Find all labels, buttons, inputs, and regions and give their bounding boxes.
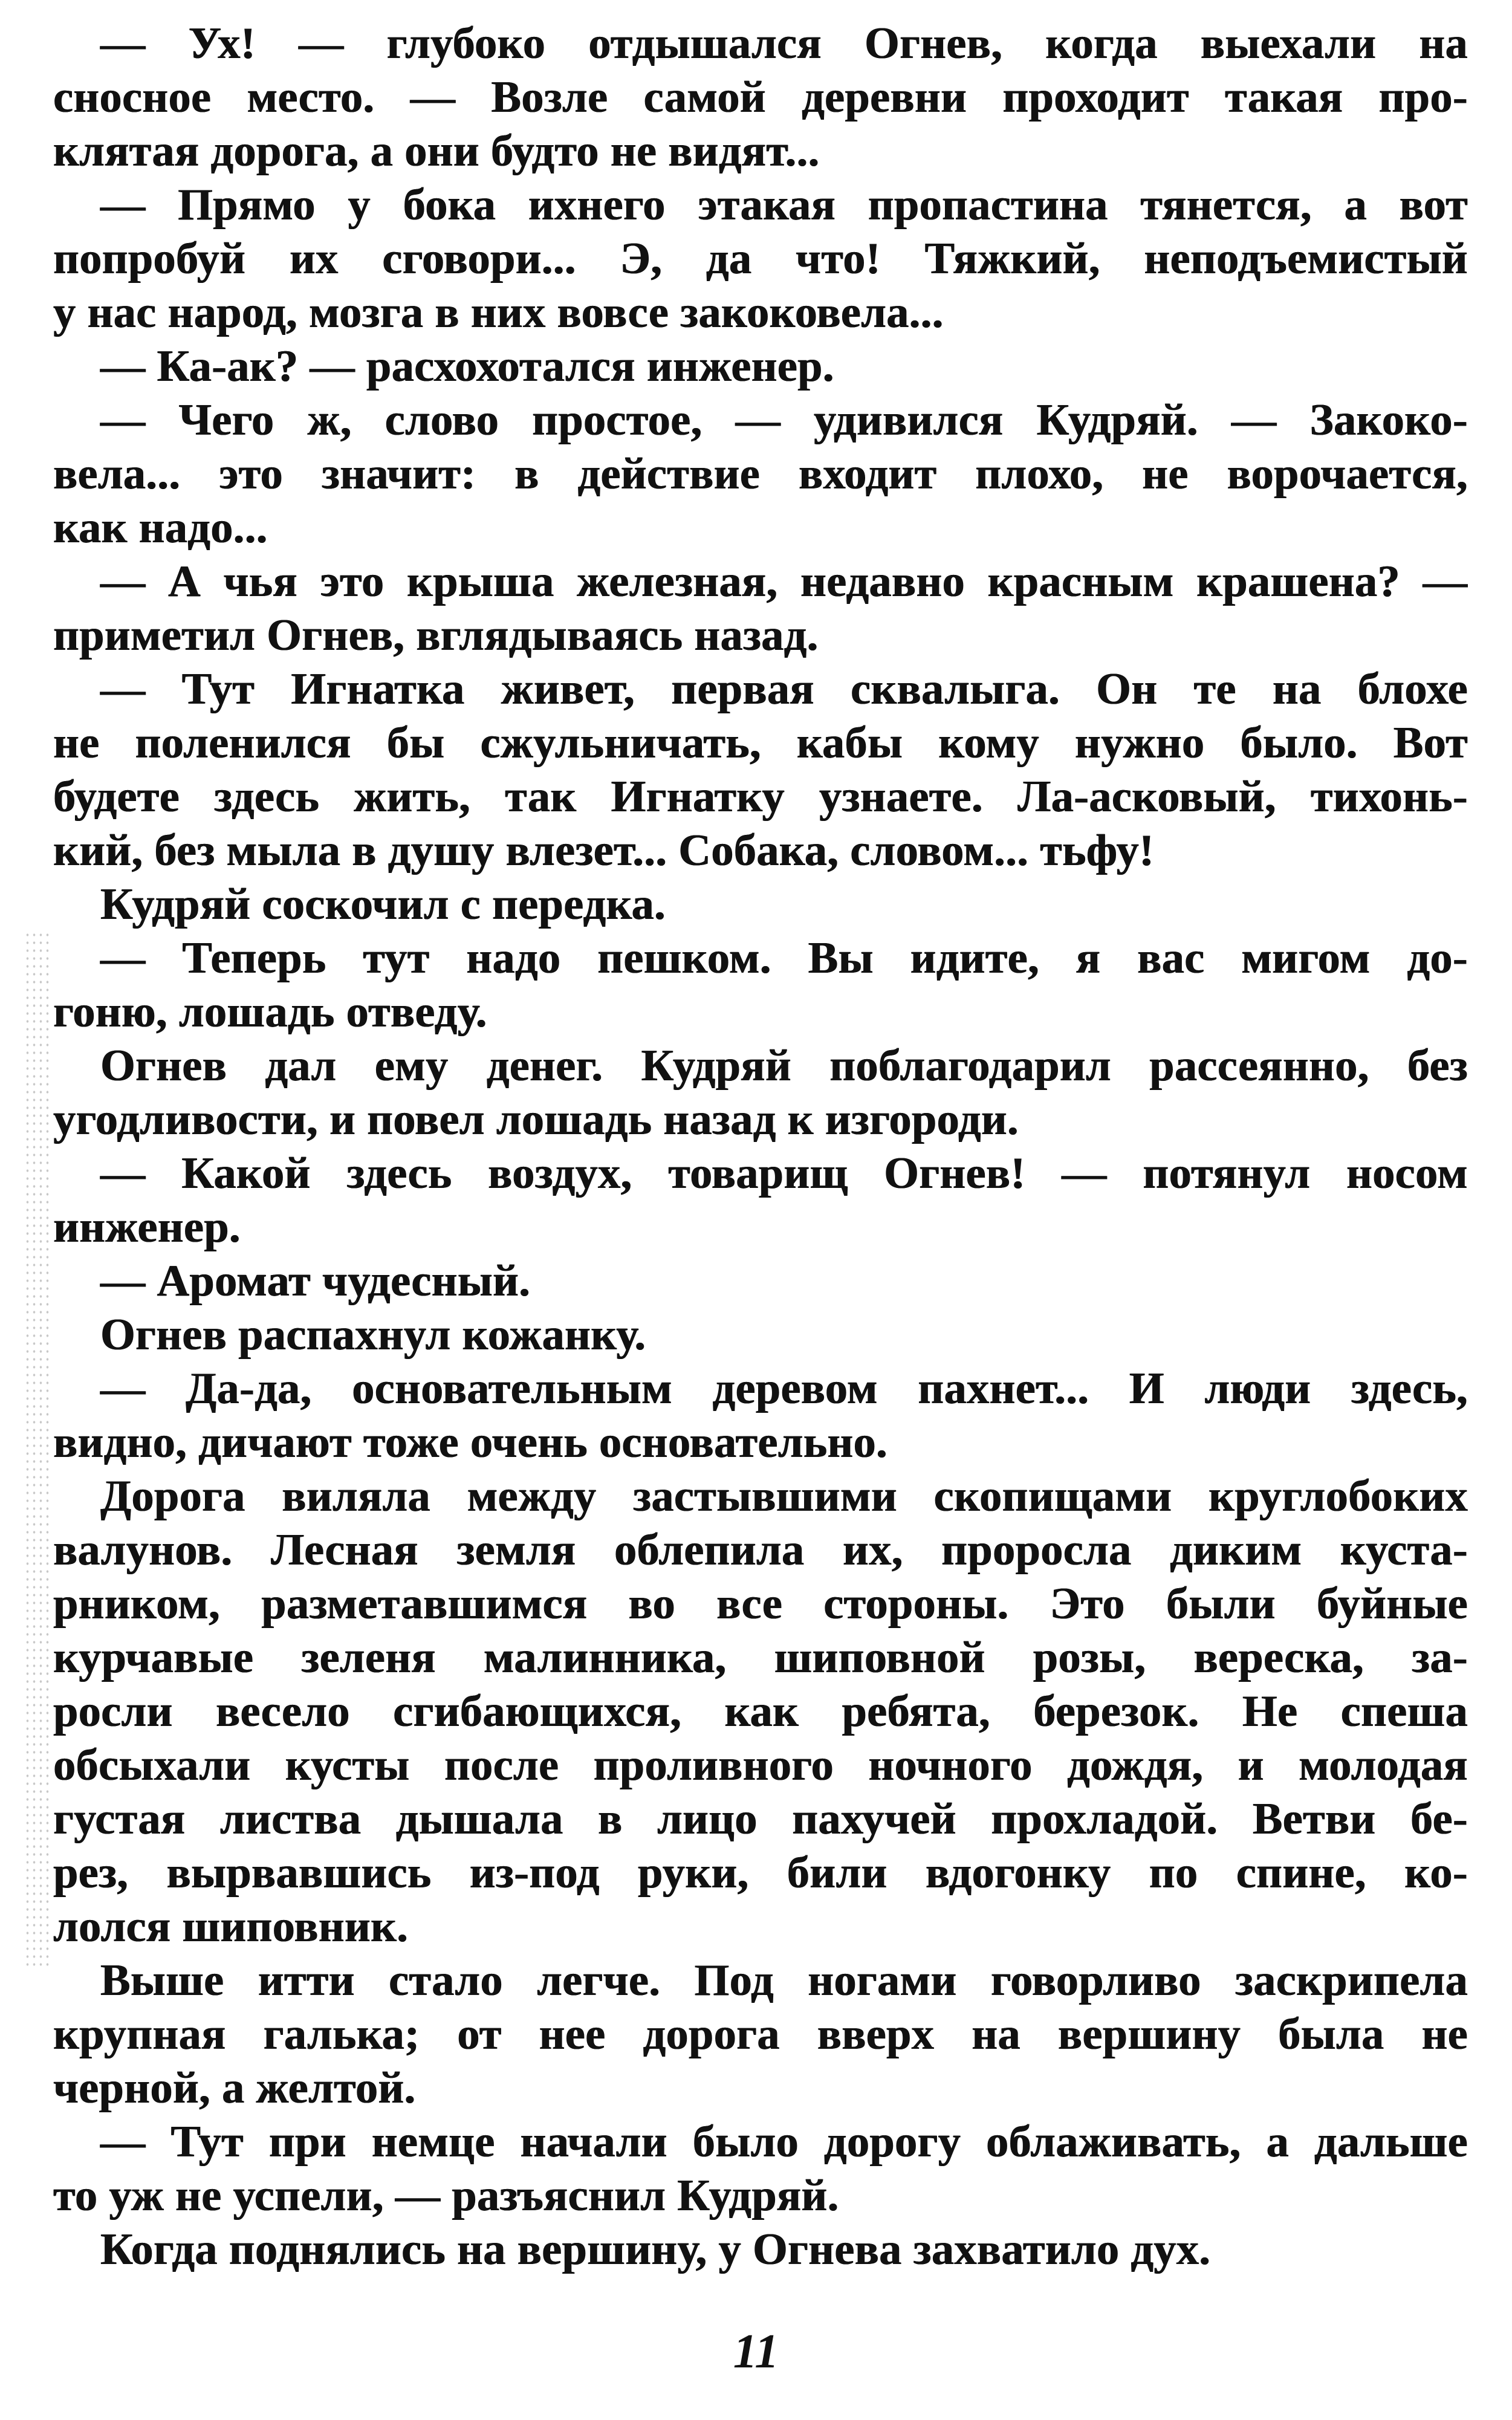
- text-line: видно, дичают тоже очень основательно.: [53, 1418, 888, 1467]
- text-line: Когда поднялись на вершину, у Огнева захватило дух.: [100, 2225, 1211, 2274]
- text-line: будете здесь жить, так Игнатку узнаете. Ла-асковый, тихонь-: [53, 772, 1468, 822]
- text-line: — Аромат чудесный.: [100, 1256, 531, 1306]
- text-line: как надо...: [53, 503, 268, 553]
- text-line: вела... это значит: в действие входит плохо, не ворочается,: [53, 449, 1468, 499]
- text-line: — Прямо у бока ихнего этакая пропастина тянется, а вот: [100, 180, 1468, 230]
- text-line: — Тут Игнатка живет, первая сквалыга. Он те на блохе: [100, 664, 1468, 714]
- text-line: росли весело сгибающихся, как ребята, березок. Не спеша: [53, 1687, 1468, 1736]
- text-line: валунов. Лесная земля облепила их, проросла диким куста-: [53, 1525, 1468, 1575]
- text-line: Огнев дал ему денег. Кудряй поблагодарил рассеянно, без: [100, 1041, 1468, 1091]
- text-line: Выше итти стало легче. Под ногами говорливо заскрипела: [100, 1956, 1468, 2005]
- text-line: не поленился бы сжульничать, кабы кому нужно было. Вот: [53, 718, 1468, 768]
- page-number: 11: [733, 2325, 779, 2378]
- text-line: черной, а желтой.: [53, 2063, 416, 2113]
- text-line: инженер.: [53, 1202, 241, 1252]
- text-line: клятая дорога, а они будто не видят...: [53, 126, 820, 176]
- text-line: сносное место. — Возле самой деревни проходит такая про-: [53, 73, 1468, 122]
- text-line: гоню, лошадь отведу.: [53, 987, 487, 1037]
- text-line: у нас народ, мозга в них вовсе закоковела...: [53, 288, 944, 337]
- text-line: — Да-да, основательным деревом пахнет... И люди здесь,: [100, 1364, 1468, 1413]
- text-line: Огнев распахнул кожанку.: [100, 1310, 646, 1360]
- text-line: — Тут при немце начали было дорогу облаживать, а дальше: [100, 2117, 1468, 2167]
- text-line: — Ка-ак? — расхохотался инженер.: [100, 342, 834, 391]
- text-line: рез, вырвавшись из-под руки, били вдогонку по спине, ко-: [53, 1848, 1468, 1898]
- text-line: Дорога виляла между застывшими скопищами круглобоких: [100, 1471, 1468, 1521]
- text-line: угодливости, и повел лошадь назад к изгороди.: [53, 1095, 1019, 1144]
- text-line: — Ух! — глубоко отдышался Огнев, когда выехали на: [100, 19, 1468, 68]
- text-line: курчавые зеленя малинника, шиповной розы, вереска, за-: [53, 1633, 1468, 1682]
- text-line: попробуй их сговори... Э, да что! Тяжкий, неподъемистый: [53, 234, 1468, 284]
- text-line: обсыхали кусты после проливного ночного дождя, и молодая: [53, 1740, 1468, 1790]
- text-line: — Какой здесь воздух, товарищ Огнев! — потянул носом: [100, 1149, 1468, 1198]
- text-line: — Чего ж, слово простое, — удивился Кудряй. — Закоко-: [100, 395, 1468, 445]
- text-line: приметил Огнев, вглядываясь назад.: [53, 611, 819, 660]
- text-line: Кудряй соскочил с передка.: [100, 880, 666, 929]
- body-text: [53, 17, 1468, 2277]
- text-line: крупная галька; от нее дорога вверх на вершину была не: [53, 2010, 1468, 2059]
- text-line: кий, без мыла в душу влезет... Собака, словом... тьфу!: [53, 826, 1155, 875]
- scan-speckle-artifact: [24, 931, 52, 1971]
- text-line: лолся шиповник.: [53, 1902, 409, 1951]
- text-line: то уж не успели, — разъяснил Кудряй.: [53, 2171, 839, 2220]
- text-line: густая листва дышала в лицо пахучей прохладой. Ветви бе-: [53, 1794, 1468, 1844]
- text-line: рником, разметавшимся во все стороны. Это были буйные: [53, 1579, 1468, 1629]
- text-line: — Теперь тут надо пешком. Вы идите, я вас мигом до-: [100, 933, 1468, 983]
- text-line: — А чья это крыша железная, недавно красным крашена? —: [100, 557, 1468, 606]
